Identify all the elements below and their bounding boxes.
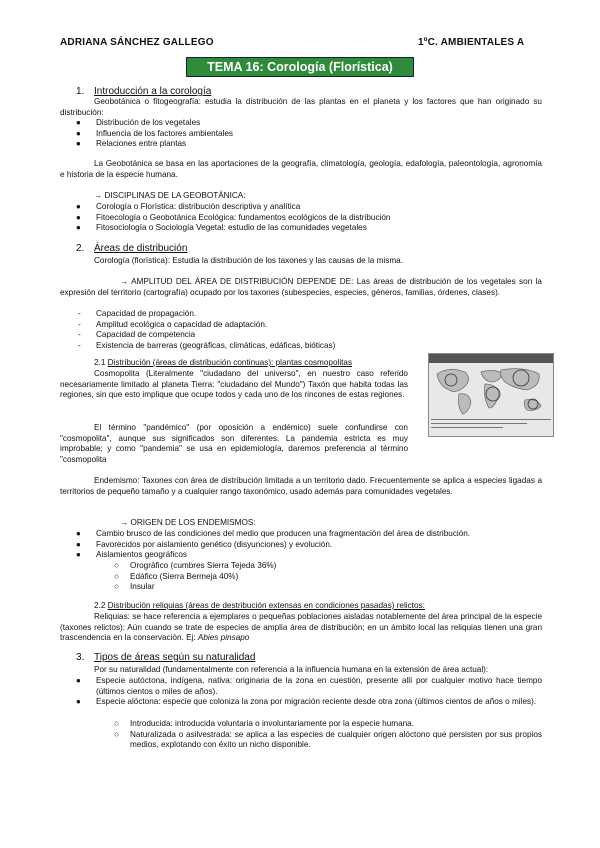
section-3-paragraph-1: Por su naturalidad (fundamentalmente con referencia a la influencia humana en la extensión de área actual): xyxy=(94,665,489,674)
list-item: ● Especie autóctona, indígena, nativa: originaria de la zona en cuestión, presente allí por cualquier motivo hace tiempo (últimos cientos o miles de años). xyxy=(76,676,542,696)
list-item: ● Aislamientos geográficos xyxy=(76,550,188,560)
section-1-paragraph-1: Geobotánica o fitogeografía: estudia la distribución de las plantas en el planeta y los factores que han originado su distribución: xyxy=(60,97,542,117)
list-item: ● Especie alóctona: especie que coloniza la zona por migración reciente desde otra zona (últimos cientos de años o miles). xyxy=(76,697,537,707)
world-map-image xyxy=(429,364,553,420)
list-item: ○ Introducida: introducida voluntaria o involuntariamente por la especie humana. xyxy=(114,719,415,728)
allochthonous-sublist xyxy=(114,719,542,751)
disciplines-heading: → DISCIPLINAS DE LA GEOBOTÁNICA: xyxy=(94,191,246,200)
world-map-figure xyxy=(428,353,554,437)
factors-list xyxy=(76,309,546,351)
cosmopolita-paragraph: Cosmopolita (Literalmente "ciudadano del universo", en nuestro caso referido necesariamente limitado al planeta Tierra: "ciudadano del Mundo") Taxón que habita todas las regiones, sin que esto implique que ocupe todos y cada uno de los rincones de estas regiones. xyxy=(60,369,408,400)
dash-icon: - xyxy=(78,319,81,329)
section-3-number: 3. xyxy=(76,652,85,663)
list-item: ● Corología o Florística: distribución descriptiva y analítica xyxy=(76,202,301,211)
list-item: ● Distribución de los vegetales xyxy=(76,118,201,127)
section-2-title: Áreas de distribución xyxy=(94,243,188,254)
section-2-paragraph-1: Corología (florística): Estudia la distribución de los taxones y las causas de la misma. xyxy=(94,256,403,265)
subsection-2-1-heading: 2.1 Distribución (áreas de distribución continuas): plantas cosmopolitas xyxy=(94,358,353,367)
bullet-icon: ● xyxy=(76,118,81,127)
bullet-icon: ● xyxy=(76,139,81,149)
endemism-origin-heading: → ORIGEN DE LOS ENDEMISMOS: xyxy=(120,518,256,527)
list-item: ● Fitosociología o Sociología Vegetal: estudio de las comunidades vegetales xyxy=(76,223,367,233)
list-item: ● Relaciones entre plantas xyxy=(76,139,187,149)
list-item: ● Fitoecología o Geobotánica Ecológica: fundamentos ecológicos de la distribución xyxy=(76,212,391,222)
list-item: - Amplitud ecológica o capacidad de adaptación. xyxy=(78,319,268,329)
list-item: ● Favorecidos por aislamiento genético (disyunciones) y evolución. xyxy=(76,539,333,549)
list-item: ● Cambio brusco de las condiciones del medio que producen una fragmentación del área de distribución. xyxy=(76,529,471,538)
circle-bullet-icon: ○ xyxy=(114,719,119,728)
section-3-title: Tipos de áreas según su naturalidad xyxy=(94,652,256,663)
course-label: 1ºC. AMBIENTALES A xyxy=(418,37,525,48)
bullet-icon: ● xyxy=(76,550,81,560)
subsection-2-2-title: Distribución reliquias (áreas de destribución extensas en condiciones pasadas) relictos: xyxy=(107,601,425,610)
dash-icon: - xyxy=(78,340,81,350)
circle-bullet-icon: ○ xyxy=(114,729,119,739)
disciplines-list xyxy=(76,202,546,234)
bullet-icon: ● xyxy=(76,212,81,222)
list-item: - Capacidad de competencia xyxy=(78,330,196,340)
geographic-isolation-list xyxy=(114,561,534,593)
circle-bullet-icon: ○ xyxy=(114,561,119,570)
circle-bullet-icon: ○ xyxy=(114,571,119,581)
section-1-title: Introducción a la corología xyxy=(94,86,212,97)
section-2-paragraph-2: → AMPLITUD DEL ÁREA DE DISTRIBUCIÓN DEPENDE DE: Las áreas de distribución de los vegetales son la expresión del territorio (cartografía) ocupado por los taxones (subespecies, especies, géneros, familias, órdenes, clases). xyxy=(60,277,542,297)
bullet-icon: ● xyxy=(76,529,81,538)
list-item: ○ Edáfico (Sierra Bermeja 40%) xyxy=(114,571,239,581)
endemism-origin-list xyxy=(76,529,546,561)
list-item: ○ Insular xyxy=(114,582,155,592)
section-1-number: 1. xyxy=(76,86,85,97)
relicts-paragraph: Reliquias: se hace referencia a ejemplares o pequeñas poblaciones aisladas notablemente del área principal de la especie (taxones relictos): Aún cuando se trate de especies de amplia área de distribución; en un ámbito local las reliquias tienen una gran trascendencia en la conservación. Ej: Abies pinsapo xyxy=(60,612,542,643)
endemism-paragraph: Endemismo: Taxones con área de distribución limitada a un territorio dado. Frecuentemente se aplica a especies ligadas a territorios de pequeño tamaño y a cualquier rango taxonómico, usado además para comunidades vegetales. xyxy=(60,476,542,496)
section-2-heading xyxy=(76,243,187,255)
section-1-paragraph-2: La Geobotánica se basa en las aportaciones de la geografía, climatología, geología, edafología, paleontología, agronomía e historia de la especie humana. xyxy=(60,159,542,179)
list-item: - Capacidad de propagación. xyxy=(78,309,197,318)
pandemico-paragraph: El término "pandémico" (por oposición a endémico) suele confundirse con "cosmopolita", aunque sus significados son diferentes. La pandemia estricta es muy improbable; y como "pandemia" se usa en epidemiología, daremos preferencia al término "cosmopolita xyxy=(60,423,408,464)
bullet-icon: ● xyxy=(76,202,81,211)
list-item: ● Influencia de los factores ambientales xyxy=(76,128,233,138)
subsection-2-1-title: Distribución (áreas de distribución continuas): plantas cosmopolitas xyxy=(107,358,353,367)
section-1-bullet-list xyxy=(76,118,536,150)
section-2-number: 2. xyxy=(76,243,85,254)
subsection-2-2-heading: 2.2 Distribución reliquias (áreas de destribución extensas en condiciones pasadas) relictos: xyxy=(94,601,425,610)
bullet-icon: ● xyxy=(76,128,81,138)
circle-bullet-icon: ○ xyxy=(114,582,119,592)
author-name: ADRIANA SÁNCHEZ GALLEGO xyxy=(60,37,214,48)
map-caption-lines xyxy=(431,416,551,428)
species-example: Abies pinsapo xyxy=(197,633,250,643)
section-3-heading xyxy=(76,652,255,664)
list-item: ○ Orográfico (cumbres Sierra Tejeda 36%) xyxy=(114,561,277,570)
list-item: - Existencia de barreras (geográficas, climáticas, edáficas, bióticas) xyxy=(78,340,336,350)
bullet-icon: ● xyxy=(76,539,81,549)
dash-icon: - xyxy=(78,309,81,318)
bullet-icon: ● xyxy=(76,676,81,685)
dash-icon: - xyxy=(78,330,81,340)
section-3-bullet-list xyxy=(76,676,542,708)
bullet-icon: ● xyxy=(76,697,81,707)
map-title-bar xyxy=(429,354,553,363)
bullet-icon: ● xyxy=(76,223,81,233)
list-item: ○ Naturalizada o asilvestrada: se aplica a las especies de cualquier origen alóctono que persisten por sus propios medios, explotando con éxito un nicho disponible. xyxy=(114,729,542,750)
page-title: TEMA 16: Corología (Florística) xyxy=(186,57,414,77)
